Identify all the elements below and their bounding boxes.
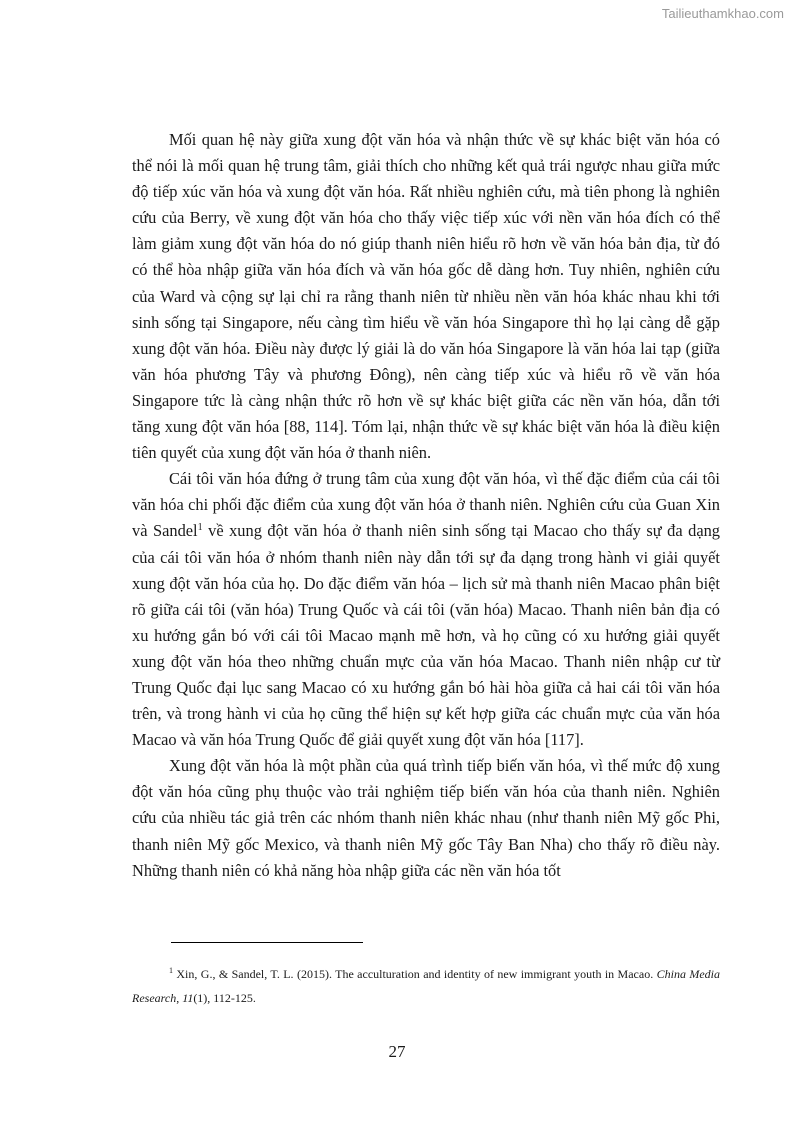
body-text xyxy=(132,127,720,884)
watermark: Tailieuthamkhao.com xyxy=(661,6,784,21)
footnote-journal: China Media Research xyxy=(132,967,720,1005)
paragraph-2-before: Cái tôi văn hóa đứng ở trung tâm của xung đột văn hóa, vì thế đặc điểm của cái tôi văn hóa chi phối đặc điểm của xung đột văn hóa ở thanh niên. Nghiên cứu của Guan Xin và Sandel xyxy=(132,469,720,541)
paragraph-3: Xung đột văn hóa là một phần của quá trình tiếp biến văn hóa, vì thế mức độ xung đột văn hóa cũng phụ thuộc vào trải nghiệm tiếp biến văn hóa của thanh niên. Nghiên cứu của nhiều tác giả trên các nhóm thanh niên khác nhau (như thanh niên Mỹ gốc Phi, thanh niên Mỹ gốc Mexico, và thanh niên Mỹ gốc Tây Ban Nha) cho thấy rõ điều này. Những thanh niên có khả năng hòa nhập giữa các nền văn hóa tốt xyxy=(132,756,720,880)
page-number: 27 xyxy=(388,1042,406,1061)
paragraph-2 xyxy=(132,466,720,753)
footnote-comma: , xyxy=(176,991,183,1005)
footnote xyxy=(132,962,720,1010)
footnote-separator xyxy=(171,942,363,943)
footnote-citation: Xin, G., & Sandel, T. L. (2015). The acculturation and identity of new immigrant youth in Macao. xyxy=(173,967,657,981)
footnote-pages: (1), 112-125. xyxy=(193,991,256,1005)
footnote-marker: 1 xyxy=(169,966,173,975)
paragraph-1: Mối quan hệ này giữa xung đột văn hóa và nhận thức về sự khác biệt văn hóa có thể nói là mối quan hệ trung tâm, giải thích cho những kết quả trái ngược nhau giữa mức độ tiếp xúc văn hóa và xung đột văn hóa. Rất nhiều nghiên cứu, mà tiên phong là nghiên cứu của Berry, về xung đột văn hóa cho thấy việc tiếp xúc với nền văn hóa đích có thể làm giảm xung đột văn hóa do nó giúp thanh niên hiểu rõ hơn về văn hóa bản địa, từ đó có thể hòa nhập giữa văn hóa đích và văn hóa gốc dễ dàng hơn. Tuy nhiên, nghiên cứu của Ward và cộng sự lại chỉ ra rằng thanh niên từ nhiều nền văn hóa khác nhau khi tới sinh sống tại Singapore, nếu càng tìm hiểu về văn hóa Singapore thì họ lại càng dễ gặp xung đột văn hóa. Điều này được lý giải là do văn hóa Singapore là văn hóa lai tạp (giữa văn hóa phương Tây và phương Đông), nên càng tiếp xúc và hiểu rõ về văn hóa Singapore tức là càng nhận thức rõ hơn về sự khác biệt giữa các nền văn hóa, dẫn tới tăng xung đột văn hóa [88, 114]. Tóm lại, nhận thức về sự khác biệt văn hóa là điều kiện tiên quyết của xung đột văn hóa ở thanh niên. xyxy=(132,130,720,463)
footnote-reference[interactable]: 1 xyxy=(197,522,203,534)
paragraph-2-after: về xung đột văn hóa ở thanh niên sinh sống tại Macao cho thấy sự đa dạng của cái tôi văn hóa ở nhóm thanh niên này dẫn tới sự đa dạng trong hành vi giải quyết xung đột văn hóa của họ. Do đặc điểm văn hóa – lịch sử mà thanh niên Macao phân biệt rõ giữa cái tôi (văn hóa) Trung Quốc và cái tôi (văn hóa) Macao. Thanh niên bản địa có xu hướng gắn bó với cái tôi Macao mạnh mẽ hơn, và họ cũng có xu hướng giải quyết xung đột văn hóa theo những chuẩn mực của văn hóa Macao. Thanh niên nhập cư từ Trung Quốc đại lục sang Macao có xu hướng gắn bó hài hòa giữa cả hai cái tôi văn hóa trên, và trong hành vi của họ cũng thể hiện sự kết hợp giữa các chuẩn mực của văn hóa Macao và văn hóa Trung Quốc để giải quyết xung đột văn hóa [117]. xyxy=(132,521,720,750)
footnote-volume: 11 xyxy=(182,991,194,1005)
